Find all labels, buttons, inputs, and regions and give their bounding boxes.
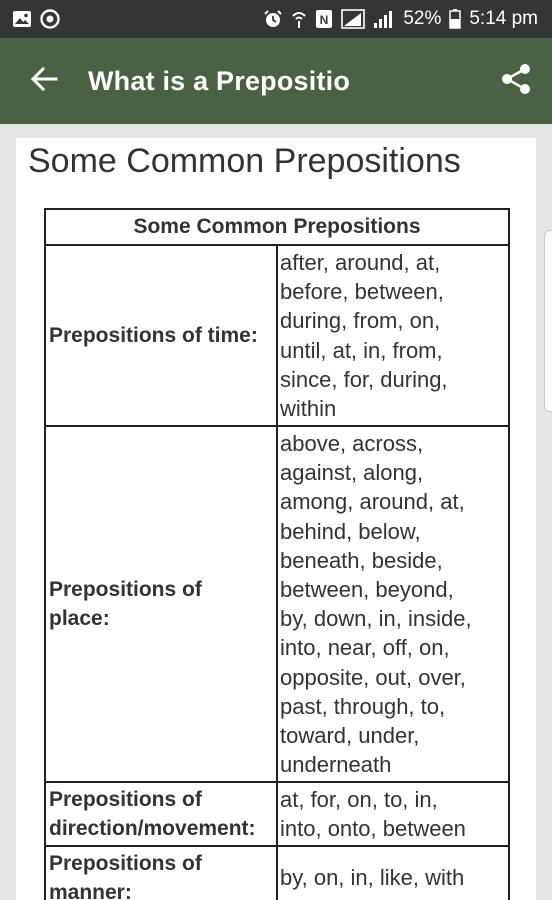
- preposition-line: into, near, off, on,: [280, 635, 450, 661]
- page-heading: Some Common Prepositions: [28, 142, 461, 180]
- svg-text:N: N: [319, 13, 329, 27]
- table-row: [45, 426, 509, 782]
- sync-notification-icon: [40, 9, 60, 29]
- battery-percent: 52%: [403, 8, 442, 29]
- preposition-line: at, for, on, to, in,: [280, 787, 438, 812]
- category-label: Prepositions of: [49, 578, 202, 601]
- prepositions-cell: [277, 245, 509, 426]
- prepositions-cell: [277, 426, 509, 782]
- alarm-icon: [263, 9, 283, 29]
- preposition-line: underneath: [280, 752, 392, 778]
- status-time: 5:14 pm: [469, 8, 538, 29]
- app-bar: [0, 38, 552, 124]
- category-label: Prepositions of time:: [49, 324, 258, 347]
- category-label: direction/movement:: [49, 817, 256, 840]
- nfc-icon: [315, 9, 333, 29]
- preposition-line: until, at, in, from,: [280, 337, 443, 363]
- table-row: [45, 782, 509, 846]
- preposition-line: within: [280, 396, 337, 422]
- share-icon: [501, 63, 531, 100]
- signal-icon: [341, 9, 365, 29]
- category-cell: [45, 245, 277, 426]
- preposition-line: since, for, during,: [280, 366, 448, 392]
- preposition-line: before, between,: [280, 279, 444, 305]
- app-title: What is a Prepositio: [88, 65, 351, 96]
- prepositions-cell: [277, 782, 509, 846]
- preposition-line: against, along,: [280, 460, 424, 486]
- category-cell: [45, 782, 277, 846]
- share-button[interactable]: [498, 63, 534, 99]
- scrollbar-thumb[interactable]: [544, 230, 552, 412]
- category-cell: [45, 846, 277, 900]
- battery-icon: [449, 9, 461, 29]
- table-header: Some Common Prepositions: [45, 209, 509, 245]
- category-label: manner:: [49, 881, 132, 900]
- preposition-line: between, beyond,: [280, 577, 454, 603]
- status-left: [12, 9, 60, 29]
- category-label: place:: [49, 607, 110, 630]
- table-row: [45, 846, 509, 900]
- back-button[interactable]: [26, 63, 62, 99]
- preposition-line: past, through, to,: [280, 693, 446, 719]
- preposition-line: after, around, at,: [280, 250, 441, 275]
- prepositions-table: [44, 208, 510, 900]
- preposition-line: among, around, at,: [280, 489, 465, 515]
- preposition-line: into, onto, between: [280, 816, 466, 842]
- table-header-row: [45, 209, 509, 245]
- preposition-line: by, on, in, like, with: [280, 865, 465, 890]
- table-row: [45, 245, 509, 426]
- arrow-back-icon: [30, 65, 58, 98]
- image-notification-icon: [12, 10, 32, 28]
- data-saver-icon: [291, 9, 307, 29]
- preposition-line: during, from, on,: [280, 308, 441, 334]
- preposition-line: toward, under,: [280, 723, 420, 749]
- wifi-signal-icon: [373, 9, 395, 29]
- preposition-line: above, across,: [280, 431, 424, 456]
- preposition-line: behind, below,: [280, 518, 421, 544]
- preposition-line: opposite, out, over,: [280, 664, 466, 690]
- category-label: Prepositions of: [49, 788, 202, 811]
- prepositions-cell: [277, 846, 509, 900]
- category-cell: [45, 426, 277, 782]
- status-right: [263, 8, 538, 30]
- preposition-line: by, down, in, inside,: [280, 606, 472, 632]
- preposition-line: beneath, beside,: [280, 547, 443, 573]
- category-label: Prepositions of: [49, 852, 202, 875]
- status-bar: [0, 0, 552, 38]
